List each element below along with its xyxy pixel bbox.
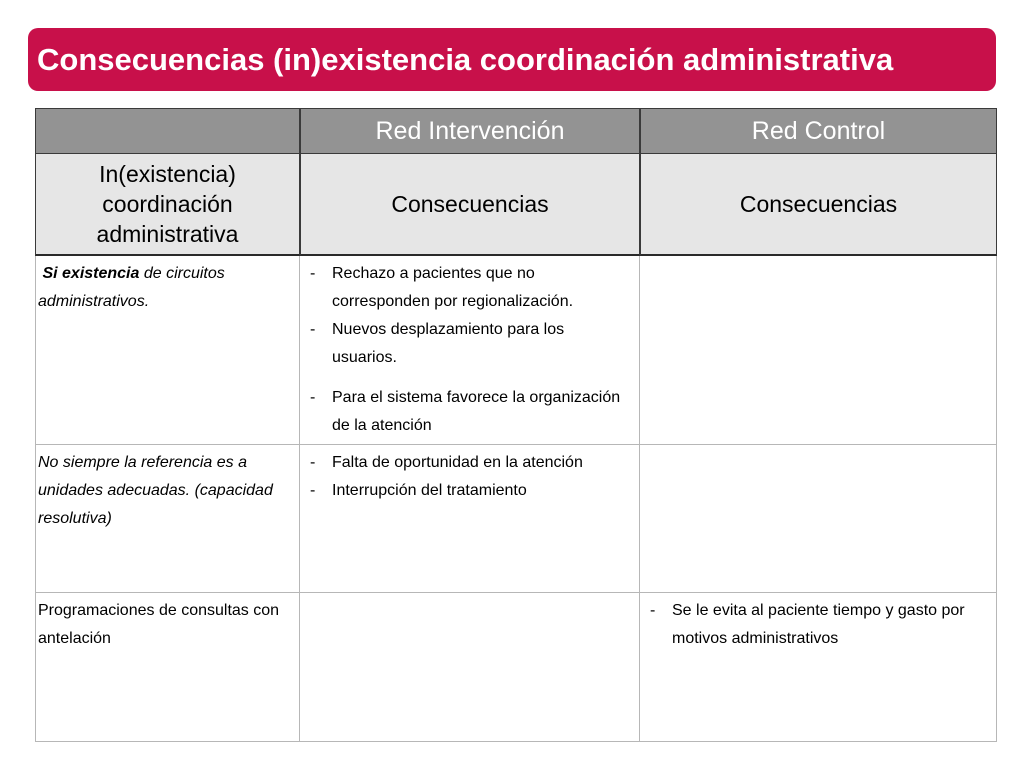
consequences-table [35,108,997,742]
header-red-intervencion: Red Intervención [300,108,640,154]
row2-condition-text: No siempre la referencia es a unidades adecuadas. (capacidad resolutiva) [38,454,273,527]
subheader-coordination-text: In(existencia) coordinación administrativa [96,161,239,247]
row3-control [640,593,997,742]
title-banner [28,28,996,91]
row1-condition-rest: de circuitos administrativos. [38,265,225,310]
subheader-consecuencias-intervencion: Consecuencias [300,154,640,256]
row1-intervencion [300,256,640,445]
row3-condition-text: Programaciones de consultas con antelación [38,602,280,647]
row1-control [640,256,997,445]
list-item: - Nuevos desplazamiento para los usuarios. [308,316,633,372]
list-item: - Para el sistema favorece la organización de la atención [308,384,633,440]
list-item: - Falta de oportunidad en la atención [308,449,633,477]
header-red-control: Red Control [640,108,997,154]
row1-condition-bold: Si existencia [42,265,140,282]
header-cell-empty [35,108,300,154]
row2-condition [35,445,300,593]
list-item: - Interrupción del tratamiento [308,477,633,505]
list-item: - Se le evita al paciente tiempo y gasto por motivos administrativos [648,597,990,653]
row2-intervencion [300,445,640,593]
slide-title: Consecuencias (in)existencia coordinación administrativa [37,41,894,77]
row1-condition [35,256,300,445]
row3-intervencion [300,593,640,742]
subheader-coordination [35,154,300,256]
list-item: - Rechazo a pacientes que no corresponden por regionalización. [308,260,633,316]
row3-condition [35,593,300,742]
row2-control [640,445,997,593]
subheader-consecuencias-control: Consecuencias [640,154,997,256]
